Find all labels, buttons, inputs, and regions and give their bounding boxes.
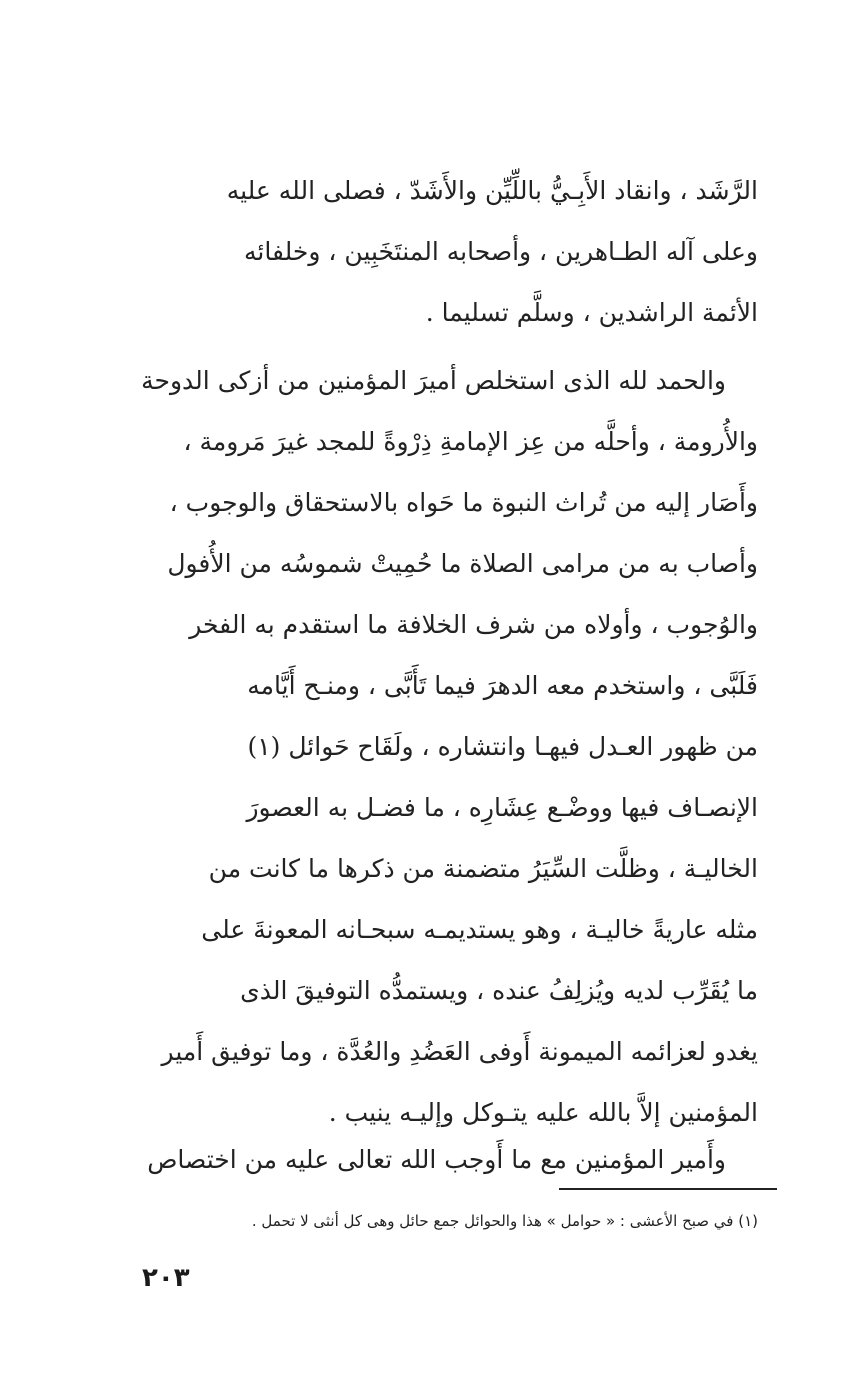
text-line: الخاليـة ، وظلَّت السِّيَرُ متضمنة من ذكرها ما كانت من: [208, 854, 758, 883]
text-line: فَلَبَّى ، واستخدم معه الدهرَ فيما تَأَبَّى ، ومنـح أَيَّامه: [247, 671, 758, 700]
text-line: يغدو لعزائمه الميمونة أَوفى العَضُدِ والعُدَّة ، وما توفيق أَمير: [161, 1037, 758, 1066]
text-line: وأَصَار إليه من تُراث النبوة ما حَواه بالاستحقاق والوجوب ،: [169, 488, 758, 517]
footnote-divider: [559, 1188, 777, 1190]
paragraph-2: [108, 350, 758, 1143]
text-line: والحمد لله الذى استخلص أميرَ المؤمنين من أزكى الدوحة: [141, 366, 726, 395]
paragraph-3: [108, 1129, 758, 1190]
page-number: ٢٠٣: [142, 1263, 190, 1293]
text-line: وعلى آله الطـاهرين ، وأصحابه المنتَخَبِين ، وخلفائه: [244, 237, 758, 266]
text-line: والأُرومة ، وأحلَّه من عِز الإمامةِ ذِرْوةً للمجد غيرَ مَرومة ،: [183, 427, 758, 456]
text-line: مثله عاريةً خاليـة ، وهو يستديمـه سبحـانه المعونةَ على: [201, 915, 758, 944]
text-line: الإنصـاف فيها ووضْـع عِشَارِه ، ما فضـل به العصورَ: [246, 793, 758, 822]
paragraph-1: [108, 160, 758, 343]
text-line: الرَّشَد ، وانقاد الأَبِـيُّ باللِّيِّن والأَشَدّ ، فصلى الله عليه: [226, 176, 758, 205]
text-line: الأئمة الراشدين ، وسلَّم تسليما .: [425, 298, 758, 327]
text-line: المؤمنين إلاَّ بالله عليه يتـوكل وإليـه ينيب .: [328, 1098, 758, 1127]
footnote: (١) في صبح الأعشى : « حوامل » هذا والحوائل جمع حائل وهى كل أنثى لا تحمل .: [251, 1212, 758, 1230]
text-line: وأصاب به من مرامى الصلاة ما حُمِيتْ شموسُه من الأُفول: [167, 549, 758, 578]
text-line: والوُجوب ، وأولاه من شرف الخلافة ما استقدم به الفخر: [189, 610, 758, 639]
text-line: من ظهور العـدل فيهـا وانتشاره ، ولَقَاح حَوائل (١): [247, 732, 758, 761]
text-line: ما يُقَرِّب لديه ويُزلِفُ عنده ، ويستمدُّه التوفيقَ الذى: [240, 976, 758, 1005]
text-line: وأَمير المؤمنين مع ما أَوجب الله تعالى عليه من اختصاص: [147, 1145, 726, 1174]
